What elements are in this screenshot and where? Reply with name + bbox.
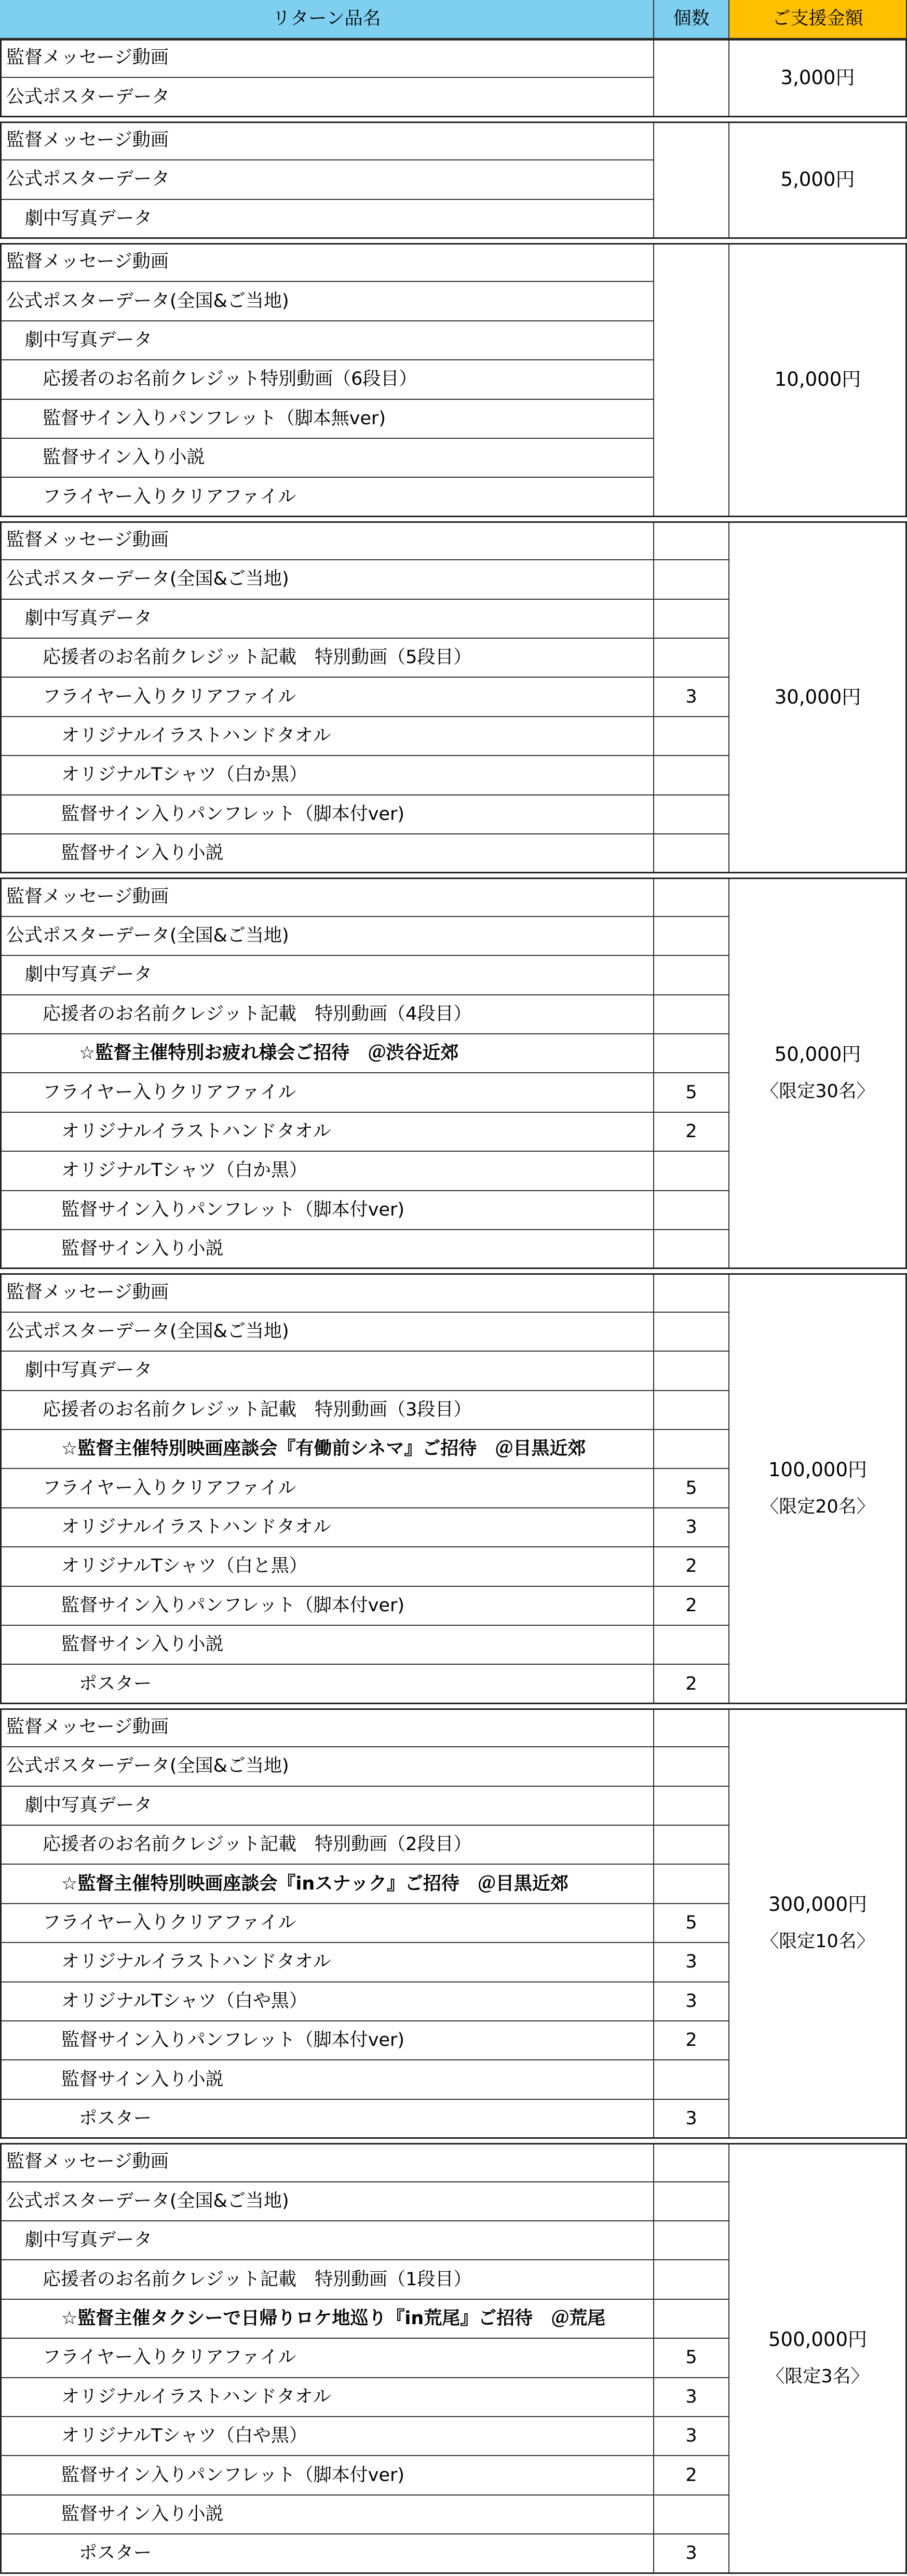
return-item-name: 監督サイン入りパンフレット（脚本付ver): [0, 2456, 654, 2495]
return-item-name: 応援者のお名前クレジット記載 特別動画（1段目）: [0, 2260, 654, 2299]
support-amount-value: 100,000円: [768, 1459, 867, 1481]
support-amount-value: 500,000円: [768, 2328, 867, 2351]
support-amount-cell: [729, 878, 907, 1269]
return-item-name: 応援者のお名前クレジット特別動画（6段目）: [0, 360, 654, 399]
return-item-quantity: [654, 956, 729, 995]
return-item-name: 公式ポスターデータ(全国&ご当地): [0, 560, 654, 599]
return-item-quantity: 2: [654, 1587, 729, 1626]
return-item-name: オリジナルTシャツ（白か黒）: [0, 1152, 654, 1191]
return-item-quantity: [654, 2143, 729, 2182]
return-item-quantity: 3: [654, 2417, 729, 2456]
return-item-name: フライヤー入りクリアファイル: [0, 2339, 654, 2378]
return-item-name: ☆監督主催特別映画座談会『inスナック』ご招待 ＠目黒近郊: [0, 1865, 654, 1904]
support-limit-note: 〈限定10名〉: [761, 1931, 875, 1952]
return-item-quantity: [654, 639, 729, 678]
return-item-name: ポスター: [0, 2100, 654, 2139]
return-item-name: フライヤー入りクリアファイル: [0, 1469, 654, 1508]
return-item-name: 監督サイン入りパンフレット（脚本付ver): [0, 2021, 654, 2060]
return-item-name: 応援者のお名前クレジット記載 特別動画（2段目）: [0, 1826, 654, 1865]
return-item-quantity: [654, 2496, 729, 2534]
return-item-name: オリジナルTシャツ（白や黒）: [0, 1982, 654, 2021]
return-item-name: 監督メッセージ動画: [0, 1708, 654, 1747]
return-item-name: 公式ポスターデータ: [0, 160, 654, 199]
return-item-quantity: 2: [654, 2021, 729, 2060]
header-support-amount: ご支援金額: [729, 0, 907, 39]
return-item-quantity: 2: [654, 1547, 729, 1586]
return-item-quantity: [654, 1787, 729, 1826]
support-limit-note: 〈限定30名〉: [761, 1081, 875, 1102]
return-item-name: フライヤー入りクリアファイル: [0, 678, 654, 717]
return-item-quantity: 3: [654, 2100, 729, 2139]
return-item-name: ☆監督主催タクシーで日帰りロケ地巡り『in荒尾』ご招待 ＠荒尾: [0, 2300, 654, 2339]
return-item-name: 監督メッセージ動画: [0, 2143, 654, 2182]
return-item-quantity: [654, 2221, 729, 2260]
return-item-quantity: 2: [654, 2456, 729, 2495]
support-amount-cell: [729, 521, 907, 874]
return-item-quantity: 3: [654, 1508, 729, 1547]
return-item-quantity: [654, 1430, 729, 1469]
return-item-quantity: 3: [654, 678, 729, 717]
return-item-name: 劇中写真データ: [0, 956, 654, 995]
return-item-quantity: 3: [654, 1982, 729, 2021]
return-item-quantity: [654, 995, 729, 1034]
return-item-name: 監督サイン入り小説: [0, 1230, 654, 1269]
support-limit-note: 〈限定20名〉: [761, 1496, 875, 1518]
return-item-quantity: [654, 1191, 729, 1230]
support-amount-value: 50,000円: [774, 1043, 861, 1066]
return-item-name: 公式ポスターデータ(全国&ご当地): [0, 917, 654, 956]
return-item-quantity: [654, 2260, 729, 2299]
return-item-quantity: [654, 521, 729, 560]
return-item-quantity: 3: [654, 1943, 729, 1982]
return-item-name: 劇中写真データ: [0, 600, 654, 639]
quantity-cell-empty: [654, 39, 729, 117]
support-amount-cell: [729, 122, 907, 239]
return-item-name: 監督メッセージ動画: [0, 243, 654, 282]
return-item-name: 監督サイン入り小説: [0, 2496, 654, 2534]
header-quantity: 個数: [654, 0, 729, 39]
return-item-name: ☆監督主催特別お疲れ様会ご招待 ＠渋谷近郊: [0, 1034, 654, 1073]
return-item-name: オリジナルイラストハンドタオル: [0, 1943, 654, 1982]
return-item-name: 監督メッセージ動画: [0, 122, 654, 160]
return-item-name: ポスター: [0, 2534, 654, 2573]
return-item-quantity: [654, 600, 729, 639]
return-item-quantity: [654, 1034, 729, 1073]
return-item-quantity: [654, 1313, 729, 1352]
return-item-quantity: 3: [654, 2378, 729, 2417]
return-item-quantity: [654, 1391, 729, 1430]
return-item-quantity: [654, 2060, 729, 2099]
return-item-quantity: [654, 1747, 729, 1786]
return-item-name: ☆監督主催特別映画座談会『有働前シネマ』ご招待 ＠目黒近郊: [0, 1430, 654, 1469]
support-amount-value: 3,000円: [780, 66, 855, 89]
return-item-quantity: [654, 1273, 729, 1312]
quantity-cell-empty: [654, 243, 729, 517]
return-item-name: 公式ポスターデータ: [0, 78, 654, 117]
return-item-quantity: [654, 878, 729, 916]
return-item-name: 応援者のお名前クレジット記載 特別動画（5段目）: [0, 639, 654, 678]
return-item-name: フライヤー入りクリアファイル: [0, 478, 654, 517]
return-item-name: 劇中写真データ: [0, 200, 654, 239]
return-item-name: 劇中写真データ: [0, 2221, 654, 2260]
return-item-name: 公式ポスターデータ(全国&ご当地): [0, 1313, 654, 1352]
return-item-name: オリジナルイラストハンドタオル: [0, 1508, 654, 1547]
return-item-quantity: [654, 2300, 729, 2339]
return-item-quantity: 5: [654, 1469, 729, 1508]
return-item-name: オリジナルイラストハンドタオル: [0, 717, 654, 756]
return-item-name: 劇中写真データ: [0, 1787, 654, 1826]
return-item-quantity: [654, 2182, 729, 2221]
return-item-quantity: [654, 834, 729, 873]
support-amount-cell: [729, 243, 907, 517]
return-item-name: 監督メッセージ動画: [0, 39, 654, 78]
return-item-name: 監督サイン入り小説: [0, 834, 654, 873]
return-item-quantity: 5: [654, 1904, 729, 1943]
return-item-quantity: [654, 1708, 729, 1747]
return-item-name: オリジナルイラストハンドタオル: [0, 1113, 654, 1152]
return-item-quantity: 3: [654, 2534, 729, 2573]
return-item-quantity: 5: [654, 2339, 729, 2378]
return-item-quantity: [654, 717, 729, 756]
header-return-name: リターン品名: [0, 0, 654, 39]
return-item-name: 監督メッセージ動画: [0, 521, 654, 560]
return-item-name: 監督サイン入りパンフレット（脚本無ver): [0, 400, 654, 439]
support-amount-cell: [729, 1708, 907, 2139]
return-item-name: 劇中写真データ: [0, 321, 654, 360]
return-item-quantity: [654, 1626, 729, 1665]
support-amount-cell: [729, 2143, 907, 2573]
return-item-name: 監督サイン入り小説: [0, 2060, 654, 2099]
return-item-quantity: 5: [654, 1073, 729, 1112]
support-amount-cell: [729, 1273, 907, 1704]
support-amount-value: 5,000円: [780, 168, 855, 191]
return-item-name: オリジナルTシャツ（白か黒）: [0, 756, 654, 795]
return-item-quantity: 2: [654, 1665, 729, 1704]
return-item-name: 監督メッセージ動画: [0, 1273, 654, 1312]
return-item-name: 監督サイン入りパンフレット（脚本付ver): [0, 1191, 654, 1230]
return-item-name: 公式ポスターデータ(全国&ご当地): [0, 2182, 654, 2221]
return-item-name: フライヤー入りクリアファイル: [0, 1073, 654, 1112]
return-item-name: 監督サイン入り小説: [0, 439, 654, 478]
return-item-quantity: [654, 1152, 729, 1191]
return-item-name: 監督サイン入りパンフレット（脚本付ver): [0, 795, 654, 834]
return-item-name: フライヤー入りクリアファイル: [0, 1904, 654, 1943]
support-amount-cell: [729, 39, 907, 117]
return-item-quantity: [654, 1865, 729, 1904]
return-item-name: 応援者のお名前クレジット記載 特別動画（4段目）: [0, 995, 654, 1034]
support-limit-note: 〈限定3名〉: [766, 2366, 869, 2387]
return-item-name: 監督メッセージ動画: [0, 878, 654, 916]
quantity-cell-empty: [654, 122, 729, 239]
return-item-name: オリジナルTシャツ（白と黒）: [0, 1547, 654, 1586]
return-item-quantity: [654, 756, 729, 795]
return-item-name: 監督サイン入りパンフレット（脚本付ver): [0, 1587, 654, 1626]
support-amount-value: 300,000円: [768, 1893, 867, 1916]
return-item-quantity: 2: [654, 1113, 729, 1152]
return-item-name: 公式ポスターデータ(全国&ご当地): [0, 1747, 654, 1786]
support-amount-value: 10,000円: [774, 368, 861, 391]
return-item-name: オリジナルTシャツ（白や黒）: [0, 2417, 654, 2456]
return-item-name: 応援者のお名前クレジット記載 特別動画（3段目）: [0, 1391, 654, 1430]
return-item-name: 劇中写真データ: [0, 1352, 654, 1391]
support-amount-value: 30,000円: [774, 685, 861, 708]
return-item-name: オリジナルイラストハンドタオル: [0, 2378, 654, 2417]
return-item-quantity: [654, 795, 729, 834]
return-item-quantity: [654, 917, 729, 956]
return-item-quantity: [654, 1230, 729, 1269]
return-item-quantity: [654, 560, 729, 599]
return-item-name: 監督サイン入り小説: [0, 1626, 654, 1665]
return-item-name: ポスター: [0, 1665, 654, 1704]
return-item-quantity: [654, 1352, 729, 1391]
return-item-quantity: [654, 1826, 729, 1865]
return-item-name: 公式ポスターデータ(全国&ご当地): [0, 282, 654, 321]
